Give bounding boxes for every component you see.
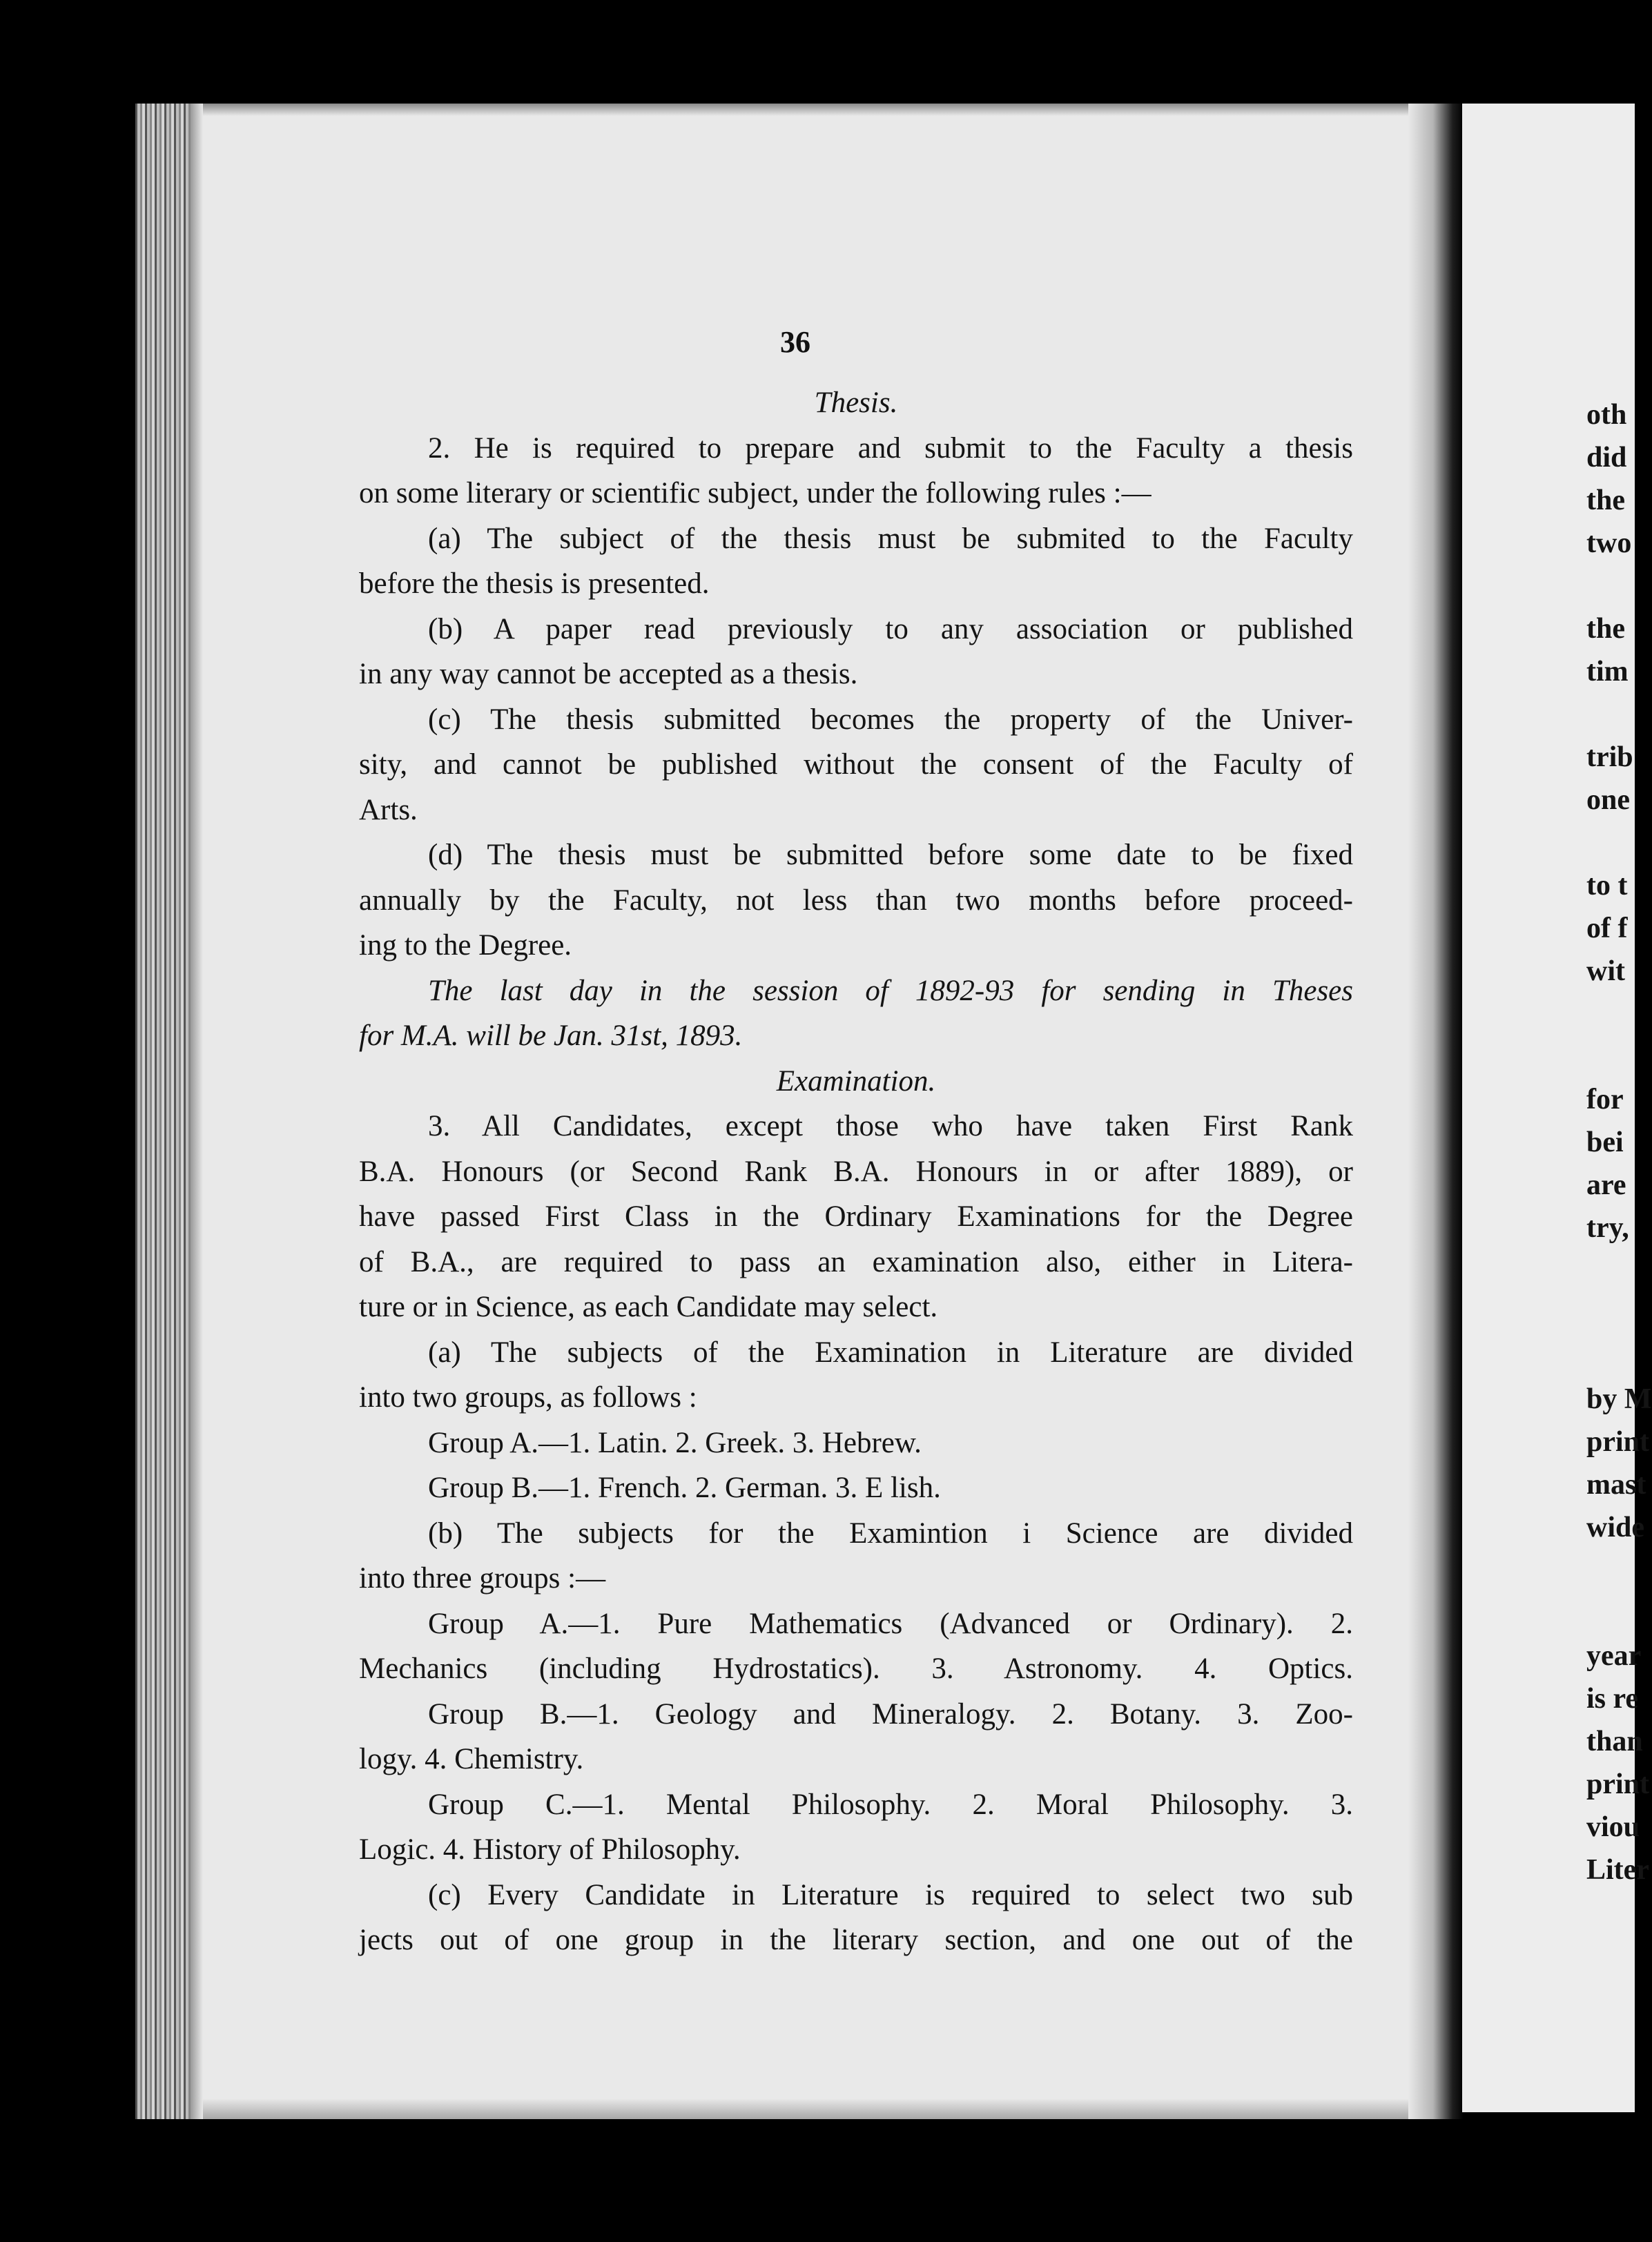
text-line: on some literary or scientific subject, under the following rules :—: [359, 477, 1151, 509]
section-heading: Thesis.: [814, 387, 898, 419]
text-line: of B.A., are required to pass an examination also, either in Litera-: [359, 1245, 1353, 1278]
right-page-fragment: by M: [1586, 1383, 1652, 1415]
text-line: (b) A paper read previously to any association or published: [428, 612, 1353, 645]
right-page-fragment: one: [1586, 784, 1630, 816]
text-line: annually by the Faculty, not less than two months before proceed-: [359, 884, 1353, 917]
right-page-fragment: for: [1586, 1084, 1624, 1115]
right-page-fragment: the: [1586, 613, 1625, 645]
text-line: (c) The thesis submitted becomes the property of the Univer-: [428, 703, 1353, 736]
right-page-fragment: trib: [1586, 741, 1633, 773]
right-page-fragment: [1586, 993, 1649, 1035]
right-page-fragment: [1586, 693, 1649, 736]
page-number: 36: [780, 325, 810, 359]
text-line: (a) The subject of the thesis must be submited to the Faculty: [428, 522, 1353, 555]
text-line: (a) The subjects of the Examination in Literature are divided: [428, 1336, 1353, 1369]
text-line: logy. 4. Chemistry.: [359, 1743, 584, 1775]
right-page-fragment: [1586, 1549, 1649, 1592]
right-page-fragment: print: [1586, 1768, 1650, 1800]
text-line: jects out of one group in the literary section, and one out of the: [359, 1924, 1353, 1956]
text-line: Group A.—1. Latin. 2. Greek. 3. Hebrew.: [428, 1426, 922, 1459]
text-line: Group C.—1. Mental Philosophy. 2. Moral Philosophy. 3.: [428, 1788, 1353, 1821]
right-page-fragment: [1586, 1335, 1649, 1378]
book-gutter: [1408, 104, 1464, 2119]
text-line: into three groups :—: [359, 1562, 606, 1595]
text-line: Group B.—1. Geology and Mineralogy. 2. Botany. 3. Zoo-: [428, 1697, 1353, 1731]
right-page-fragment: tim: [1586, 656, 1629, 688]
text-line: Mechanics (including Hydrostatics). 3. Astronomy. 4. Optics.: [359, 1653, 1353, 1685]
right-page-fragment: [1586, 1292, 1649, 1335]
text-line: have passed First Class in the Ordinary Examinations for the Degree: [359, 1200, 1353, 1233]
text-line: (d) The thesis must be submitted before some date to be fixed: [428, 839, 1353, 871]
right-page-fragment: [1586, 821, 1649, 864]
text-line: 3. All Candidates, except those who have taken First Rank: [428, 1110, 1353, 1142]
right-page-fragment: the: [1586, 485, 1625, 516]
right-page-fragment: [1586, 1249, 1649, 1292]
right-page-fragment: did: [1586, 442, 1627, 474]
text-line: Group B.—1. French. 2. German. 3. E lish.: [428, 1472, 941, 1504]
right-page-fragment: print: [1586, 1426, 1650, 1458]
right-page-fragment: year: [1586, 1640, 1642, 1672]
right-page-fragment: two: [1586, 527, 1632, 559]
right-page-fragment: [1586, 1592, 1649, 1635]
right-page-fragment: are: [1586, 1169, 1626, 1201]
text-line: ing to the Degree.: [359, 929, 572, 962]
right-page-fragment: oth: [1586, 399, 1627, 431]
text-line: B.A. Honours (or Second Rank B.A. Honours in or after 1889), or: [359, 1155, 1353, 1188]
text-line: The last day in the session of 1892-93 for sending in Theses: [428, 974, 1353, 1007]
text-line: in any way cannot be accepted as a thesis.: [359, 658, 858, 690]
text-line: before the thesis is presented.: [359, 567, 710, 600]
right-page-fragment: try,: [1586, 1212, 1629, 1244]
page-top-edge: [135, 104, 1440, 116]
right-page-fragment: to t: [1586, 870, 1628, 901]
right-page-fragment: mast: [1586, 1469, 1646, 1501]
text-line: for M.A. will be Jan. 31st, 1893.: [359, 1020, 743, 1052]
right-page-fragment: bei: [1586, 1127, 1624, 1158]
text-line: sity, and cannot be published without the consent of the Faculty of: [359, 748, 1353, 781]
right-page-fragment: viou: [1586, 1811, 1640, 1843]
page-bottom-edge: [135, 2098, 1440, 2119]
text-line: Arts.: [359, 793, 418, 826]
text-line: (b) The subjects for the Examintion i Science are divided: [428, 1517, 1353, 1550]
right-page-fragment: wide: [1586, 1512, 1644, 1543]
section-heading: Examination.: [776, 1064, 936, 1098]
right-page-text: [1586, 393, 1652, 1891]
right-page-fragment: is re: [1586, 1683, 1639, 1715]
page-text: [359, 321, 1353, 1963]
text-line: Group A.—1. Pure Mathematics (Advanced or Ordinary). 2.: [428, 1607, 1353, 1640]
right-page-fragment: Liter: [1586, 1854, 1649, 1886]
right-page-fragment: wit: [1586, 955, 1625, 987]
text-line: 2. He is required to prepare and submit to the Faculty a thesis: [428, 431, 1353, 465]
page-stack-edge: [135, 104, 191, 2119]
right-page-fragment: [1586, 565, 1649, 607]
text-line: Logic. 4. History of Philosophy.: [359, 1833, 741, 1866]
right-page-fragment: [1586, 1035, 1649, 1078]
page-edge-shadow: [191, 104, 203, 2119]
text-line: ture or in Science, as each Candidate may select.: [359, 1291, 938, 1323]
right-page-fragment: than: [1586, 1726, 1643, 1757]
text-line: (c) Every Candidate in Literature is required to select two sub: [428, 1878, 1353, 1911]
right-page-fragment: of f: [1586, 913, 1628, 944]
text-line: into two groups, as follows :: [359, 1381, 697, 1414]
